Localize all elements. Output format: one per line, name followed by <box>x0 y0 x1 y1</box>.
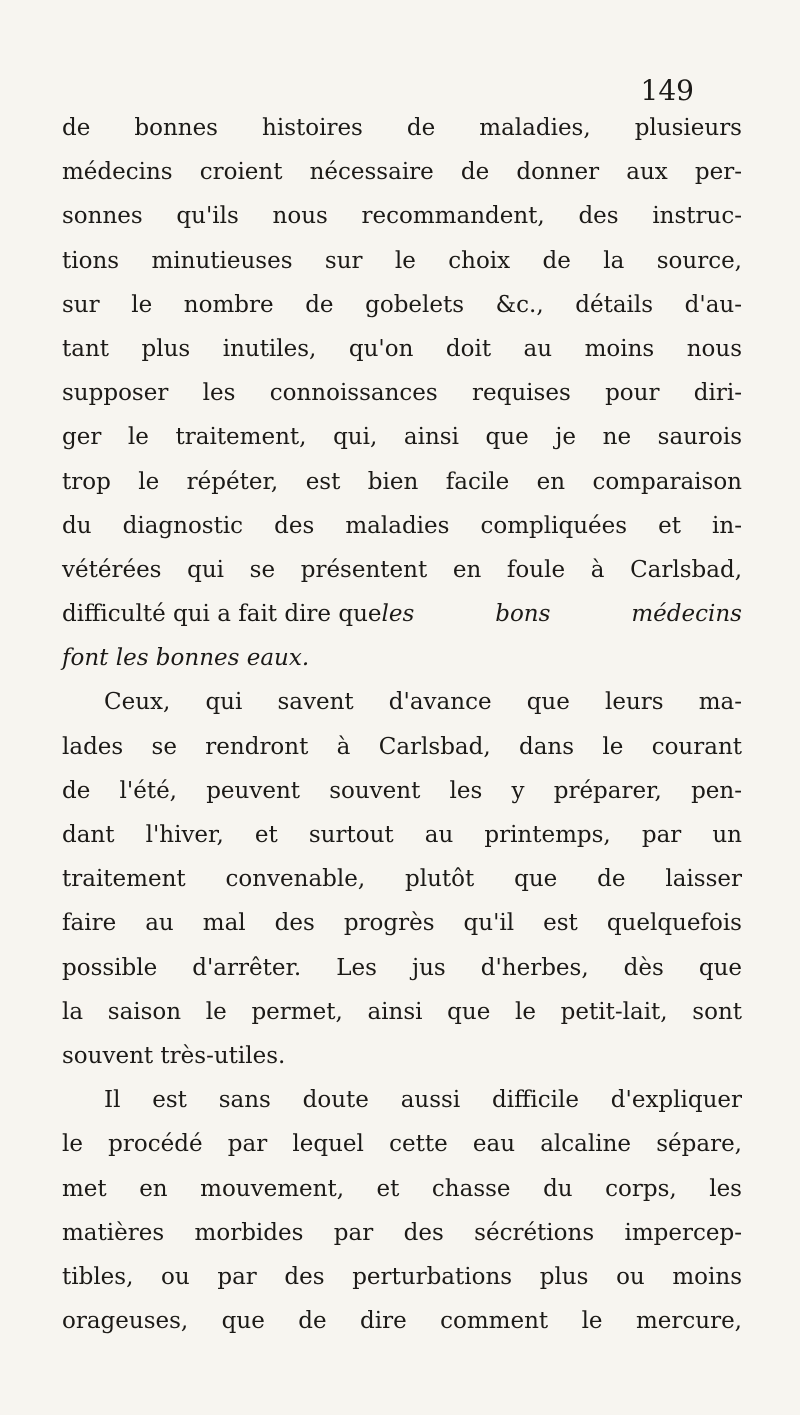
text-line: orageuses, que de dire comment le mercure, <box>62 1308 742 1335</box>
text-line: souvent très-utiles. <box>62 1042 286 1069</box>
text-line: la saison le permet, ainsi que le petit-lait, sont <box>62 998 742 1025</box>
text-line: sur le nombre de gobelets &c., détails d'au- <box>62 291 742 318</box>
text-line: sonnes qu'ils nous recommandent, des instruc- <box>62 203 742 230</box>
text-line: tibles, ou par des perturbations plus ou moins <box>62 1263 742 1290</box>
text-line: de l'été, peuvent souvent les y préparer, pen- <box>62 777 742 804</box>
text-line: lades se rendront à Carlsbad, dans le courant <box>62 733 742 760</box>
italic-run: font les bonnes eaux. <box>62 645 310 672</box>
text-line: trop le répéter, est bien facile en comparaison <box>62 468 742 495</box>
italic-run: les bons médecins <box>381 601 742 628</box>
text-run: difficulté qui a fait dire que <box>62 601 382 628</box>
text-line: ger le traitement, qui, ainsi que je ne saurois <box>62 424 742 451</box>
text-line: tions minutieuses sur le choix de la source, <box>62 247 742 274</box>
text-line: le procédé par lequel cette eau alcaline sépare, <box>62 1131 742 1158</box>
text-line: met en mouvement, et chasse du corps, les <box>62 1175 742 1202</box>
body-text <box>62 106 742 1343</box>
text-line: supposer les connoissances requises pour diri- <box>62 380 742 407</box>
text-line: de bonnes histoires de maladies, plusieurs <box>62 115 742 141</box>
text-line <box>62 636 742 680</box>
text-line: traitement convenable, plutôt que de laisser <box>62 866 742 893</box>
page-number: 149 <box>640 74 694 107</box>
text-line <box>62 592 742 636</box>
text-line: possible d'arrêter. Les jus d'herbes, dès que <box>62 954 742 981</box>
text-line: tant plus inutiles, qu'on doit au moins nous <box>62 335 742 362</box>
text-line: matières morbides par des sécrétions impercep- <box>62 1219 742 1246</box>
text-line: dant l'hiver, et surtout au printemps, par un <box>62 822 742 848</box>
text-line: du diagnostic des maladies compliquées et in- <box>62 512 742 539</box>
text-line: vétérées qui se présentent en foule à Carlsbad, <box>62 556 742 583</box>
text-line: Il est sans doute aussi difficile d'expliquer <box>104 1087 742 1114</box>
text-line: médecins croient nécessaire de donner aux per- <box>62 159 742 186</box>
text-line: faire au mal des progrès qu'il est quelquefois <box>62 910 742 937</box>
text-line: Ceux, qui savent d'avance que leurs ma- <box>104 689 742 716</box>
